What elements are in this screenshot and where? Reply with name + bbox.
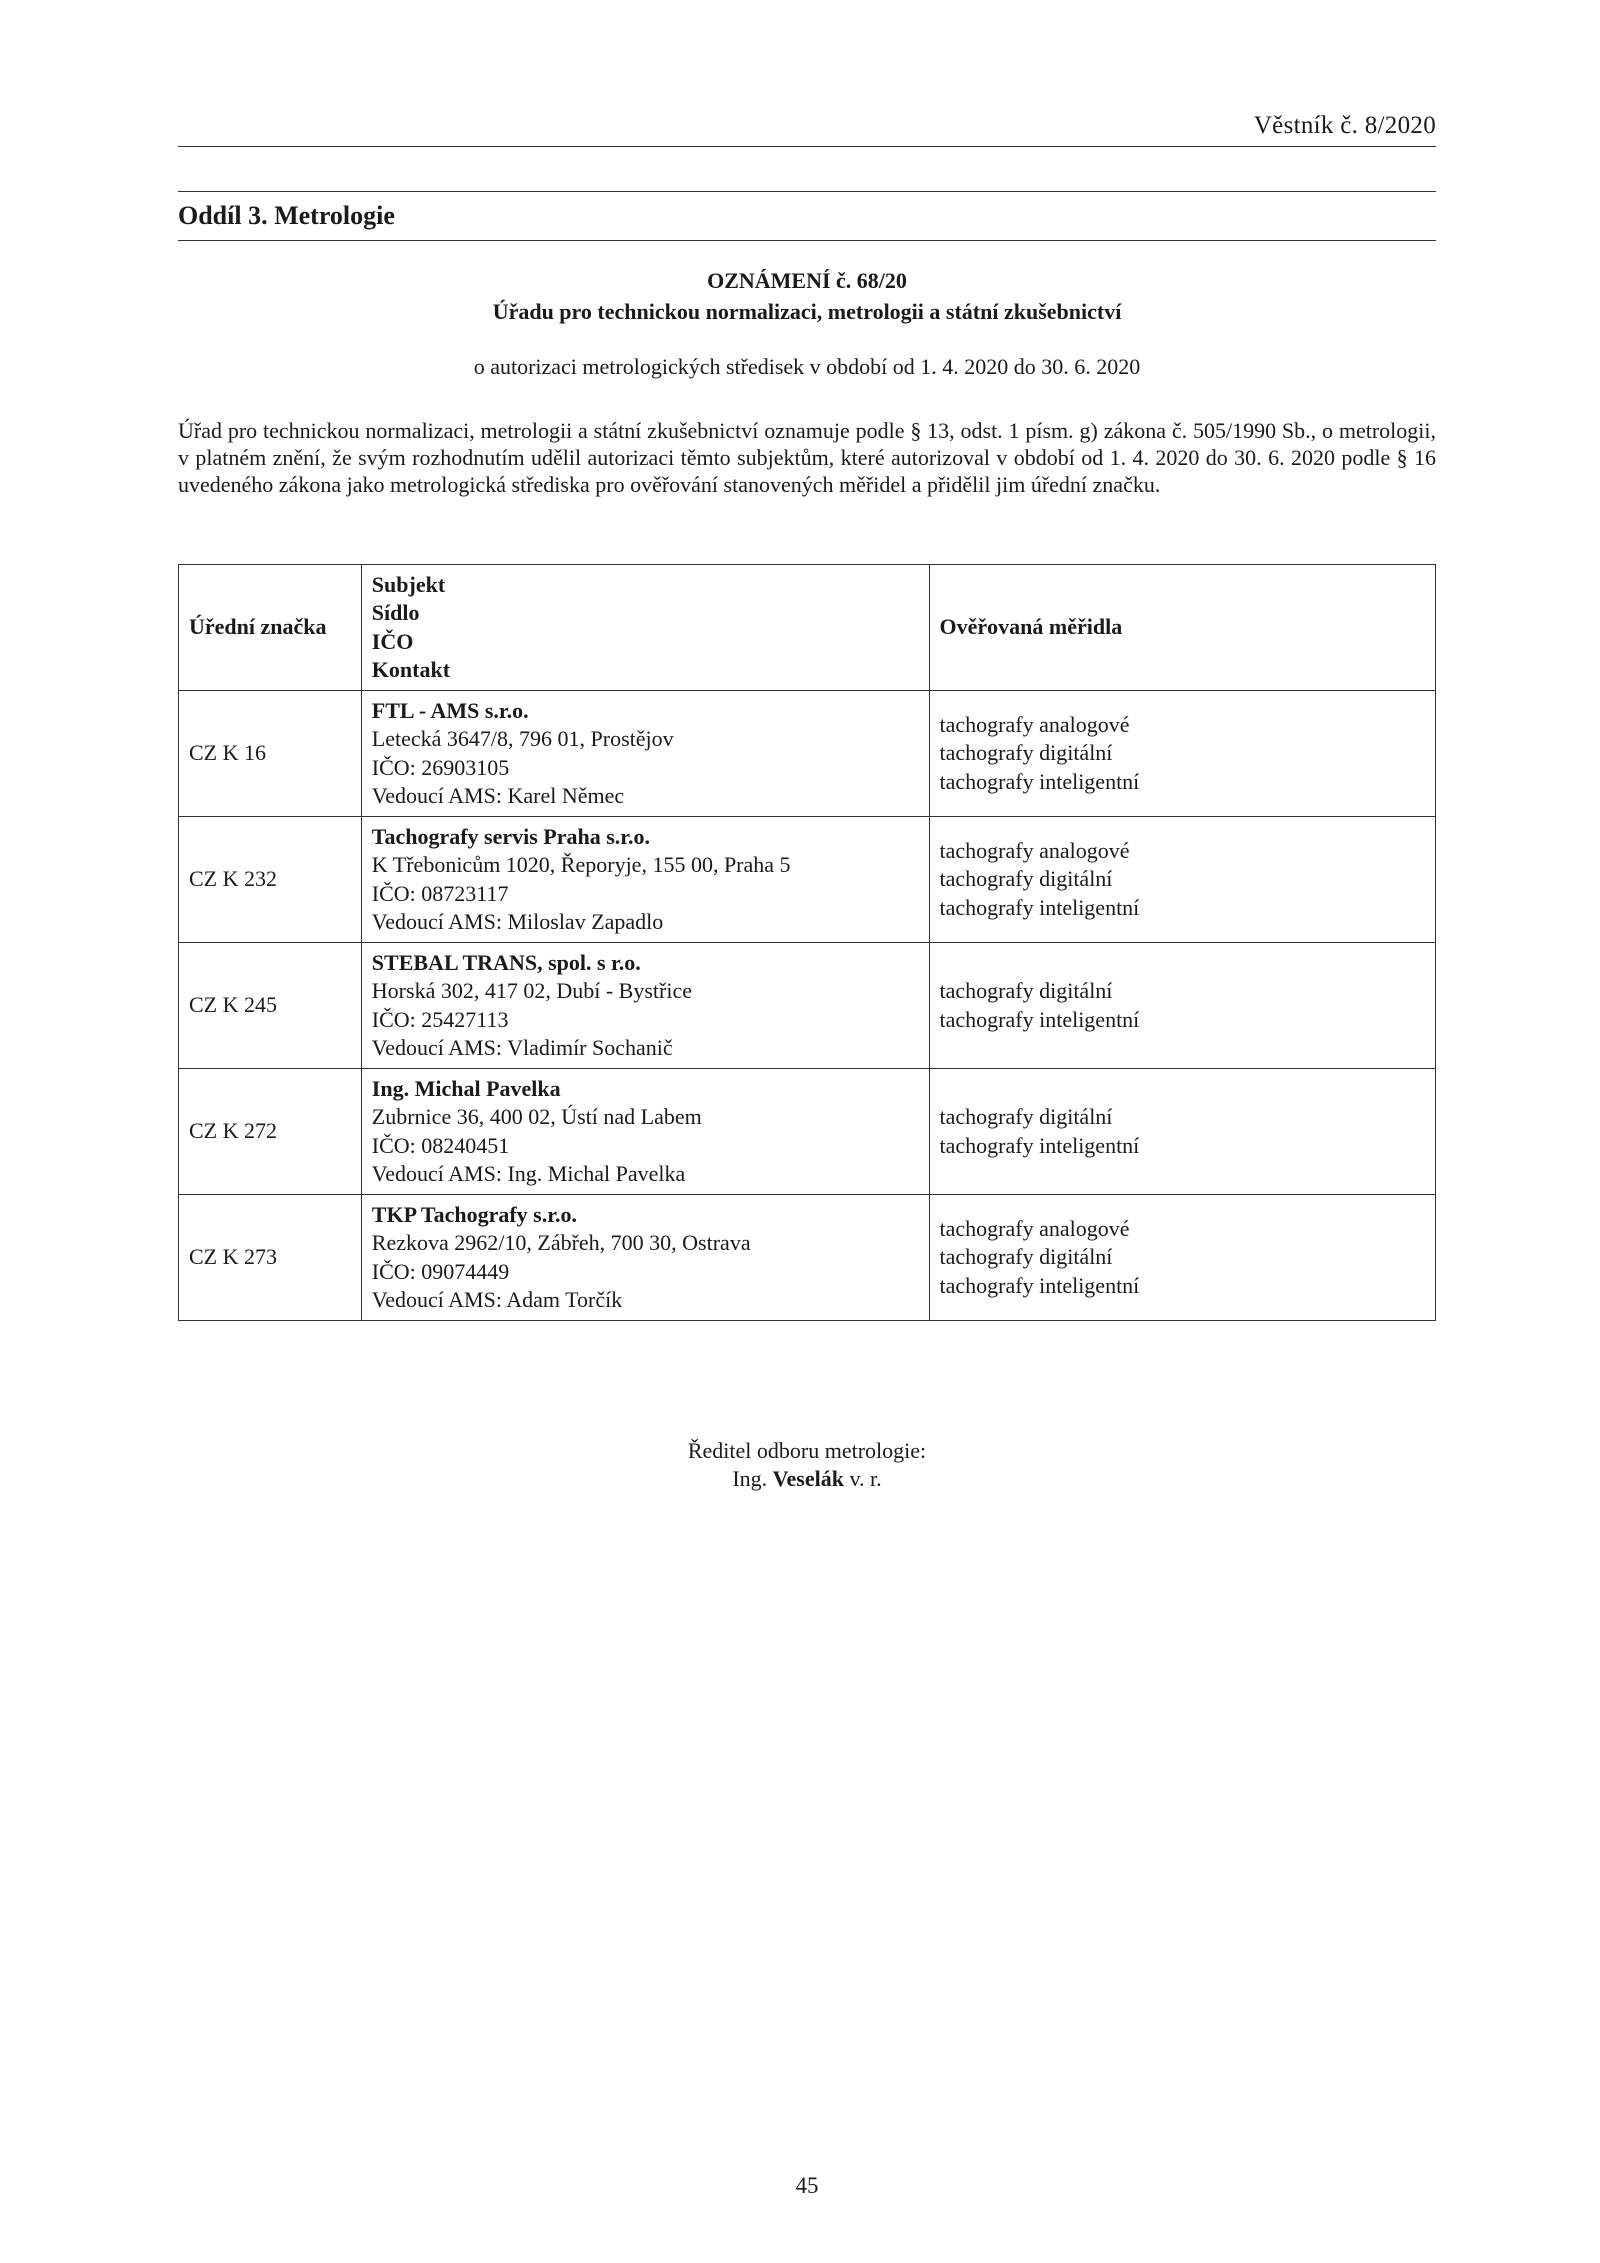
subject-address: Letecká 3647/8, 796 01, Prostějov <box>371 726 674 751</box>
subject-cell <box>361 691 929 817</box>
instruments-cell <box>929 1069 1435 1195</box>
authorization-table <box>178 564 1436 1321</box>
subject-address: Horská 302, 417 02, Dubí - Bystřice <box>371 978 692 1003</box>
official-mark: CZ K 245 <box>179 943 362 1069</box>
header-contact-line: Kontakt <box>371 657 451 682</box>
table-row <box>179 1195 1436 1321</box>
notice-number: OZNÁMENÍ č. 68/20 <box>707 268 907 293</box>
instrument-item: tachografy digitální <box>939 866 1113 892</box>
notice-heading <box>178 265 1436 327</box>
instrument-item: tachografy digitální <box>939 1244 1113 1270</box>
table-row <box>179 1069 1436 1195</box>
subject-ico: IČO: 08723117 <box>371 880 509 906</box>
instrument-item: tachografy inteligentní <box>939 1006 1140 1032</box>
signatory-prefix: Ing. <box>732 1466 768 1491</box>
table-header-row <box>179 565 1436 691</box>
signatory-name <box>178 1465 1436 1493</box>
subject-name: FTL - AMS s.r.o. <box>371 697 529 723</box>
subject-ico: IČO: 25427113 <box>371 1006 509 1032</box>
official-mark: CZ K 232 <box>179 817 362 943</box>
official-mark: CZ K 16 <box>179 691 362 817</box>
notice-subject: o autorizaci metrologických středisek v období od 1. 4. 2020 do 30. 6. 2020 <box>473 354 1141 379</box>
instruments-cell <box>929 1195 1435 1321</box>
subject-contact: Vedoucí AMS: Adam Torčík <box>371 1287 623 1312</box>
header-instruments: Ověřovaná měřidla <box>929 565 1435 691</box>
signatory-role: Ředitel odboru metrologie: <box>687 1438 927 1463</box>
header-official-mark: Úřední značka <box>179 565 362 691</box>
section-title: Oddíl 3. Metrologie <box>178 201 395 230</box>
instrument-item: tachografy analogové <box>939 1215 1130 1241</box>
instrument-item: tachografy inteligentní <box>939 1132 1140 1158</box>
instrument-item: tachografy digitální <box>939 1104 1113 1129</box>
instrument-item: tachografy analogové <box>939 837 1130 863</box>
subject-cell <box>361 943 929 1069</box>
header-subject-line: Subjekt <box>371 571 446 597</box>
signatory-suffix: v. r. <box>849 1466 882 1491</box>
instrument-item: tachografy inteligentní <box>939 768 1140 794</box>
section-bottom-rule <box>178 240 1436 241</box>
header-rule <box>178 146 1436 147</box>
subject-ico: IČO: 09074449 <box>371 1258 510 1284</box>
instrument-item: tachografy digitální <box>939 978 1113 1003</box>
instruments-cell <box>929 691 1435 817</box>
subject-name: STEBAL TRANS, spol. s r.o. <box>371 949 641 975</box>
header-ico-line: IČO <box>371 628 414 654</box>
official-mark: CZ K 273 <box>179 1195 362 1321</box>
instruments-cell <box>929 943 1435 1069</box>
instrument-item: tachografy inteligentní <box>939 1272 1140 1298</box>
page-number: 45 <box>795 2173 819 2198</box>
subject-cell <box>361 1195 929 1321</box>
subject-name: Ing. Michal Pavelka <box>371 1075 561 1101</box>
section-top-rule <box>178 191 1436 192</box>
table-row <box>179 817 1436 943</box>
subject-name: Tachografy servis Praha s.r.o. <box>371 823 651 849</box>
subject-ico: IČO: 26903105 <box>371 754 510 780</box>
instrument-item: tachografy analogové <box>939 711 1130 737</box>
bulletin-header: Věstník č. 8/2020 <box>1253 112 1436 139</box>
subject-name: TKP Tachografy s.r.o. <box>371 1201 577 1227</box>
instruments-cell <box>929 817 1435 943</box>
subject-contact: Vedoucí AMS: Miloslav Zapadlo <box>371 909 664 934</box>
subject-cell <box>361 817 929 943</box>
table-row <box>179 943 1436 1069</box>
signatory-surname: Veselák <box>772 1466 844 1491</box>
subject-address: K Třebonicům 1020, Řeporyje, 155 00, Praha 5 <box>371 852 791 877</box>
instrument-item: tachografy digitální <box>939 740 1113 766</box>
subject-cell <box>361 1069 929 1195</box>
official-mark: CZ K 272 <box>179 1069 362 1195</box>
subject-address: Rezkova 2962/10, Zábřeh, 700 30, Ostrava <box>371 1230 751 1255</box>
notice-issuer: Úřadu pro technickou normalizaci, metrologii a státní zkušebnictví <box>492 299 1122 324</box>
signature-block <box>178 1437 1436 1493</box>
intro-paragraph: Úřad pro technickou normalizaci, metrologii a státní zkušebnictví oznamuje podle § 13, odst. 1 písm. g) zákona č. 505/1990 Sb., o metrologii, v platném znění, že svým rozhodnutím udělil autorizaci těmto subjektům, které autorizoval v období od 1. 4. 2020 do 30. 6. 2020 podle § 16 uvedeného zákona jako metrologická střediska pro ověřování stanovených měřidel a přidělil jim úřední značku. <box>178 418 1436 497</box>
subject-ico: IČO: 08240451 <box>371 1132 510 1158</box>
header-seat-line: Sídlo <box>371 600 420 625</box>
subject-contact: Vedoucí AMS: Karel Němec <box>371 783 625 808</box>
instrument-item: tachografy inteligentní <box>939 894 1140 920</box>
subject-contact: Vedoucí AMS: Ing. Michal Pavelka <box>371 1161 686 1186</box>
table-row <box>179 691 1436 817</box>
subject-contact: Vedoucí AMS: Vladimír Sochanič <box>371 1035 673 1060</box>
header-subject <box>361 565 929 691</box>
subject-address: Zubrnice 36, 400 02, Ústí nad Labem <box>371 1104 702 1129</box>
